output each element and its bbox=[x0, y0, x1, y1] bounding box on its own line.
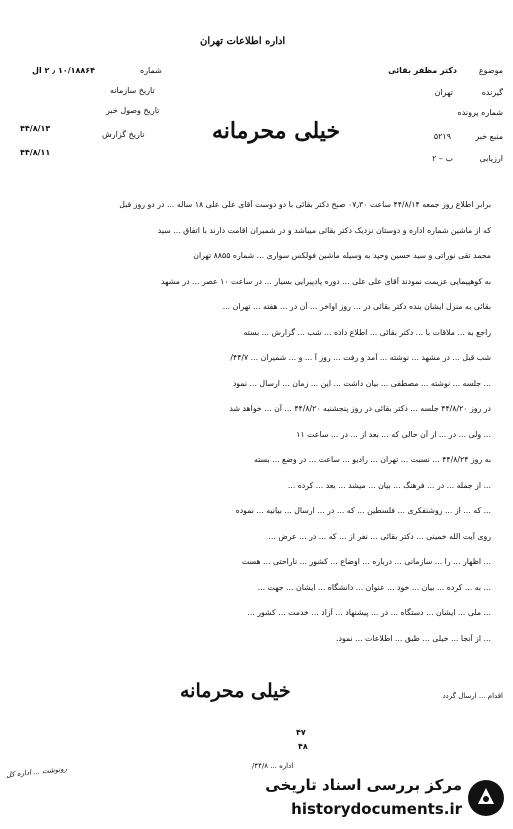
recipient-label: گیرنده bbox=[481, 88, 503, 97]
body-line: ... از آنجا ... خیلی ... طبق ... اطلاعات ... نمود. bbox=[336, 633, 491, 643]
body-line: روی آیت الله خمینی ... دکتر بقائی ... نفر از ... که ... در ... عرض ... bbox=[268, 531, 491, 541]
date-report-label: تاریخ گزارش bbox=[102, 130, 145, 139]
classification-stamp: خیلی محرمانه bbox=[212, 118, 341, 144]
body-line: به روز ۴۴/۸/۲۴ ... نسبت ... تهران ... رادیو ... ساعت ... در وضع ... بسته bbox=[254, 455, 491, 464]
date-label: تاریخ سازمانه bbox=[110, 86, 155, 95]
body-line: ... جلسه ... نوشته ... مصطفی ... بیان داشت ... این ... زمان ... ارسال ... نمود bbox=[232, 378, 491, 388]
watermark-title: مرکز بررسی اسناد تاریخی bbox=[265, 776, 462, 794]
body-line: که از ماشین شماره اداره و دوستان نزدیک دکتر بقائی میباشد و در شمیران اقامت دارند با اتفاق ... سید bbox=[157, 225, 491, 235]
watermark-url: historydocuments.ir bbox=[291, 800, 462, 818]
body-line: ... ملی ... ایشان ... دستگاه ... در ... پیشنهاد ... آزاد ... خدمت ... کشور ... bbox=[247, 608, 491, 617]
grade-value: ب – ۲ bbox=[432, 154, 453, 163]
subject-label: موضوع bbox=[478, 66, 503, 75]
date-received-label: تاریخ وصول خبر bbox=[106, 106, 160, 115]
bottom-reference: اداره ... ۴۴/۸/ bbox=[252, 762, 294, 770]
watermark bbox=[265, 770, 512, 826]
body-line: ... اظهار ... را ... سازمانی ... درباره ... اوضاع ... کشور ... ناراحتی ... هست bbox=[241, 557, 491, 566]
date-report-value: ۴۴/۸/۱۱ bbox=[20, 148, 51, 157]
body-line: ... که ... از ... روشنفکری ... فلسطین ... که ... در ... ارسال ... بیانیه ... نموده bbox=[235, 506, 491, 515]
org-title: اداره اطلاعات تهران bbox=[200, 36, 286, 47]
body-line: ... ولی ... در ... از آن حالی که ... بعد از ... در ... ساعت ۱۱ bbox=[296, 429, 491, 439]
subject-value: دکتر مظفر بقائی bbox=[388, 66, 457, 75]
file-number-label: شماره پرونده bbox=[457, 108, 503, 117]
body-line: برابر اطلاع روز جمعه ۴۴/۸/۱۴ ساعت ۰۷٫۳۰ صبح دکتر بقائی با دو دوست آقای علی علی ۱۸ ساله ... در دو روز قبل bbox=[119, 200, 491, 209]
source-value: ۵۲۱۹ bbox=[433, 132, 451, 141]
classification-footer: خیلی محرمانه bbox=[180, 680, 291, 702]
recipient-value: تهران bbox=[434, 88, 453, 97]
body-line: شب قبل ... در مشهد ... نوشته ... آمد و رفت ... روز آ ... و ... شمیران ... ۴۴/۷/ bbox=[230, 353, 491, 362]
source-label: منبع خبر bbox=[475, 132, 503, 141]
archive-logo-icon bbox=[466, 778, 506, 818]
number-label: شماره bbox=[140, 66, 162, 75]
body-line: راجع به ... ملاقات با ... دکتر بقائی ... اطلاع داده ... شب ... گزارش ... بسته bbox=[243, 327, 491, 337]
body-line: بقائی به منزل ایشان بنده دکتر بقائی در ... روز اواخر ... آن در ... هفته ... تهران ... bbox=[222, 302, 491, 311]
margin-submark: ۴۸ bbox=[298, 742, 308, 751]
action-note: اقدام ... ارسال گردد bbox=[442, 692, 503, 700]
body-line: محمد تقی نوراتی و سید حسین وحید به وسیله ماشین فولکس سواری ... شماره ۸۸۵۵ تهران bbox=[193, 251, 491, 260]
body-line: در روز ۴۴/۸/۲۰ جلسه ... دکتر بقائی در روز پنجشنبه ۴۴/۸/۲۰ ... آن ... خواهد شد bbox=[229, 404, 491, 413]
number-value: ۱۰/۱۸۸۶۴ ٫ ۲ ال bbox=[32, 66, 96, 75]
body-line: ... از جمله ... در ... فرهنگ ... بیان ... میشد ... بعد ... کرده ... bbox=[287, 480, 491, 490]
margin-mark: ۴۷ bbox=[296, 728, 306, 737]
body-line: ... به ... کرده ... بیان ... خود ... عنوان ... دانشگاه ... ایشان ... جهت ... bbox=[257, 582, 491, 592]
grade-label: ارزیابی bbox=[479, 154, 503, 163]
handwritten-signature: رونوشت ... اداره کل bbox=[5, 764, 68, 780]
body-line: به کوهپیمایی عزیمت نمودند آقای علی علی ... دوره پادپیرایی بسیار ... در ساعت ۱۰ عصر ... در مشهد bbox=[161, 276, 491, 286]
date-received-value: ۴۴/۸/۱۳ bbox=[20, 124, 51, 133]
